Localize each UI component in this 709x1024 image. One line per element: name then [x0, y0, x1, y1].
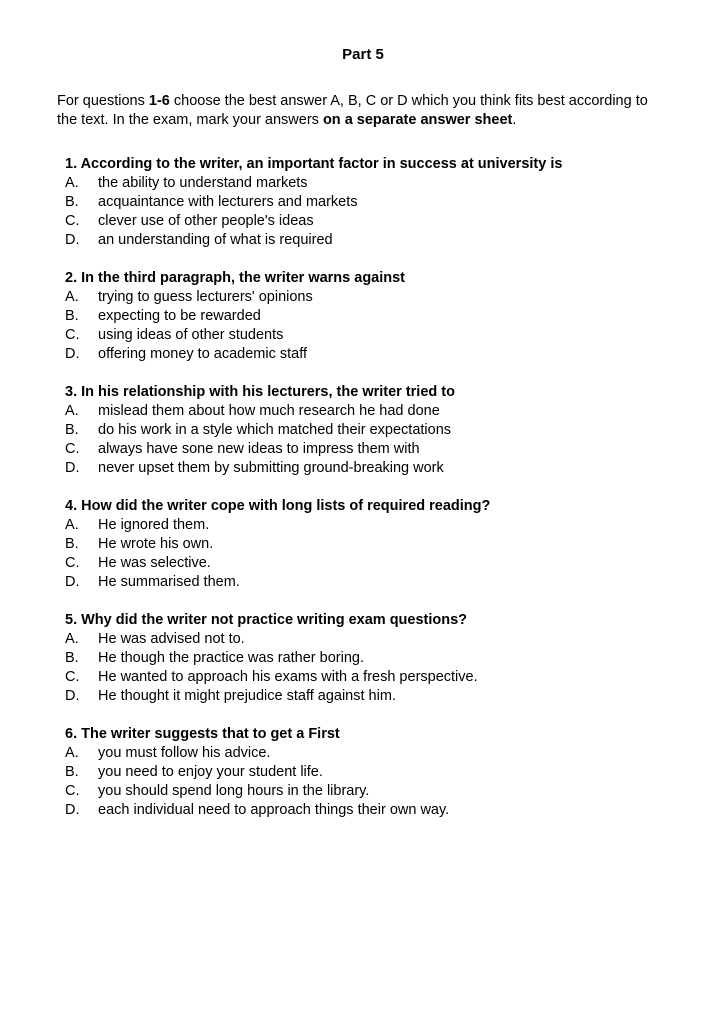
- option-letter: B.: [65, 536, 79, 552]
- question-block: [65, 611, 669, 706]
- option-letter: D.: [65, 232, 80, 248]
- option-row: [65, 630, 669, 649]
- option-row: [65, 288, 669, 307]
- option-text: offering money to academic staff: [98, 346, 308, 362]
- intro-segment: choose the best answer A, B, C or D which you think fits best according to the text. In the exam, mark your answers: [57, 93, 648, 128]
- option-letter: C.: [65, 783, 80, 799]
- option-row: [65, 744, 669, 763]
- option-text: an understanding of what is required: [98, 232, 333, 248]
- option-text: always have sone new ideas to impress them with: [98, 441, 420, 457]
- option-row: [65, 782, 669, 801]
- question-block: [65, 155, 669, 250]
- question-block: [65, 383, 669, 478]
- option-text: He was selective.: [98, 555, 211, 571]
- question-heading: 5. Why did the writer not practice writing exam questions?: [65, 612, 468, 628]
- option-letter: D.: [65, 688, 80, 704]
- option-letter: B.: [65, 650, 79, 666]
- option-letter: A.: [65, 745, 79, 761]
- option-row: [65, 212, 669, 231]
- option-row: [65, 307, 669, 326]
- option-letter: A.: [65, 289, 79, 305]
- intro-segment-bold: 1-6: [148, 93, 170, 109]
- option-text: do his work in a style which matched their expectations: [98, 422, 452, 438]
- option-text: He ignored them.: [98, 517, 210, 533]
- option-row: [65, 459, 669, 478]
- option-row: [65, 421, 669, 440]
- option-letter: C.: [65, 213, 80, 229]
- option-row: [65, 554, 669, 573]
- option-row: [65, 326, 669, 345]
- option-text: He summarised them.: [98, 574, 240, 590]
- option-letter: C.: [65, 669, 80, 685]
- question-block: [65, 269, 669, 364]
- option-letter: C.: [65, 555, 80, 571]
- question-block: [65, 725, 669, 820]
- option-letter: C.: [65, 327, 80, 343]
- option-text: expecting to be rewarded: [98, 308, 261, 324]
- option-row: [65, 763, 669, 782]
- intro-segment-bold: on a separate answer sheet: [322, 112, 513, 128]
- option-text: you need to enjoy your student life.: [98, 764, 323, 780]
- option-letter: D.: [65, 460, 80, 476]
- option-letter: B.: [65, 422, 79, 438]
- option-text: the ability to understand markets: [98, 175, 308, 191]
- option-text: clever use of other people's ideas: [98, 213, 314, 229]
- option-row: [65, 668, 669, 687]
- option-text: using ideas of other students: [98, 327, 284, 343]
- question-heading: 6. The writer suggests that to get a First: [65, 726, 340, 742]
- option-text: He was advised not to.: [98, 631, 245, 647]
- option-text: each individual need to approach things their own way.: [98, 802, 450, 818]
- intro-segment: For questions: [57, 93, 149, 109]
- option-row: [65, 801, 669, 820]
- option-row: [65, 174, 669, 193]
- option-row: [65, 516, 669, 535]
- option-text: acquaintance with lecturers and markets: [98, 194, 358, 210]
- option-letter: D.: [65, 802, 80, 818]
- question-heading: 1. According to the writer, an important factor in success at university is: [65, 156, 563, 172]
- option-letter: A.: [65, 403, 79, 419]
- questions-list: [57, 155, 669, 820]
- option-row: [65, 402, 669, 421]
- question-heading: 3. In his relationship with his lecturers, the writer tried to: [65, 384, 455, 400]
- option-letter: B.: [65, 194, 79, 210]
- option-row: [65, 649, 669, 668]
- option-text: never upset them by submitting ground-breaking work: [98, 460, 444, 476]
- option-text: He wanted to approach his exams with a fresh perspective.: [98, 669, 478, 685]
- option-row: [65, 535, 669, 554]
- option-row: [65, 345, 669, 364]
- option-text: mislead them about how much research he had done: [98, 403, 440, 419]
- question-heading: 2. In the third paragraph, the writer warns against: [65, 270, 406, 286]
- option-text: trying to guess lecturers' opinions: [98, 289, 313, 305]
- option-text: He thought it might prejudice staff against him.: [98, 688, 396, 704]
- intro-segment: .: [512, 112, 517, 128]
- option-row: [65, 440, 669, 459]
- option-text: He though the practice was rather boring.: [98, 650, 364, 666]
- option-letter: B.: [65, 308, 79, 324]
- option-letter: A.: [65, 175, 79, 191]
- page-title: Part 5: [342, 46, 384, 63]
- question-block: [65, 497, 669, 592]
- option-letter: A.: [65, 517, 79, 533]
- option-letter: A.: [65, 631, 79, 647]
- intro-paragraph: [57, 92, 669, 130]
- option-text: you must follow his advice.: [98, 745, 271, 761]
- option-text: He wrote his own.: [98, 536, 214, 552]
- option-row: [65, 687, 669, 706]
- option-letter: D.: [65, 346, 80, 362]
- option-row: [65, 193, 669, 212]
- option-text: you should spend long hours in the library.: [98, 783, 370, 799]
- option-letter: D.: [65, 574, 80, 590]
- option-letter: B.: [65, 764, 79, 780]
- option-letter: C.: [65, 441, 80, 457]
- option-row: [65, 231, 669, 250]
- question-heading: 4. How did the writer cope with long lists of required reading?: [65, 498, 491, 514]
- option-row: [65, 573, 669, 592]
